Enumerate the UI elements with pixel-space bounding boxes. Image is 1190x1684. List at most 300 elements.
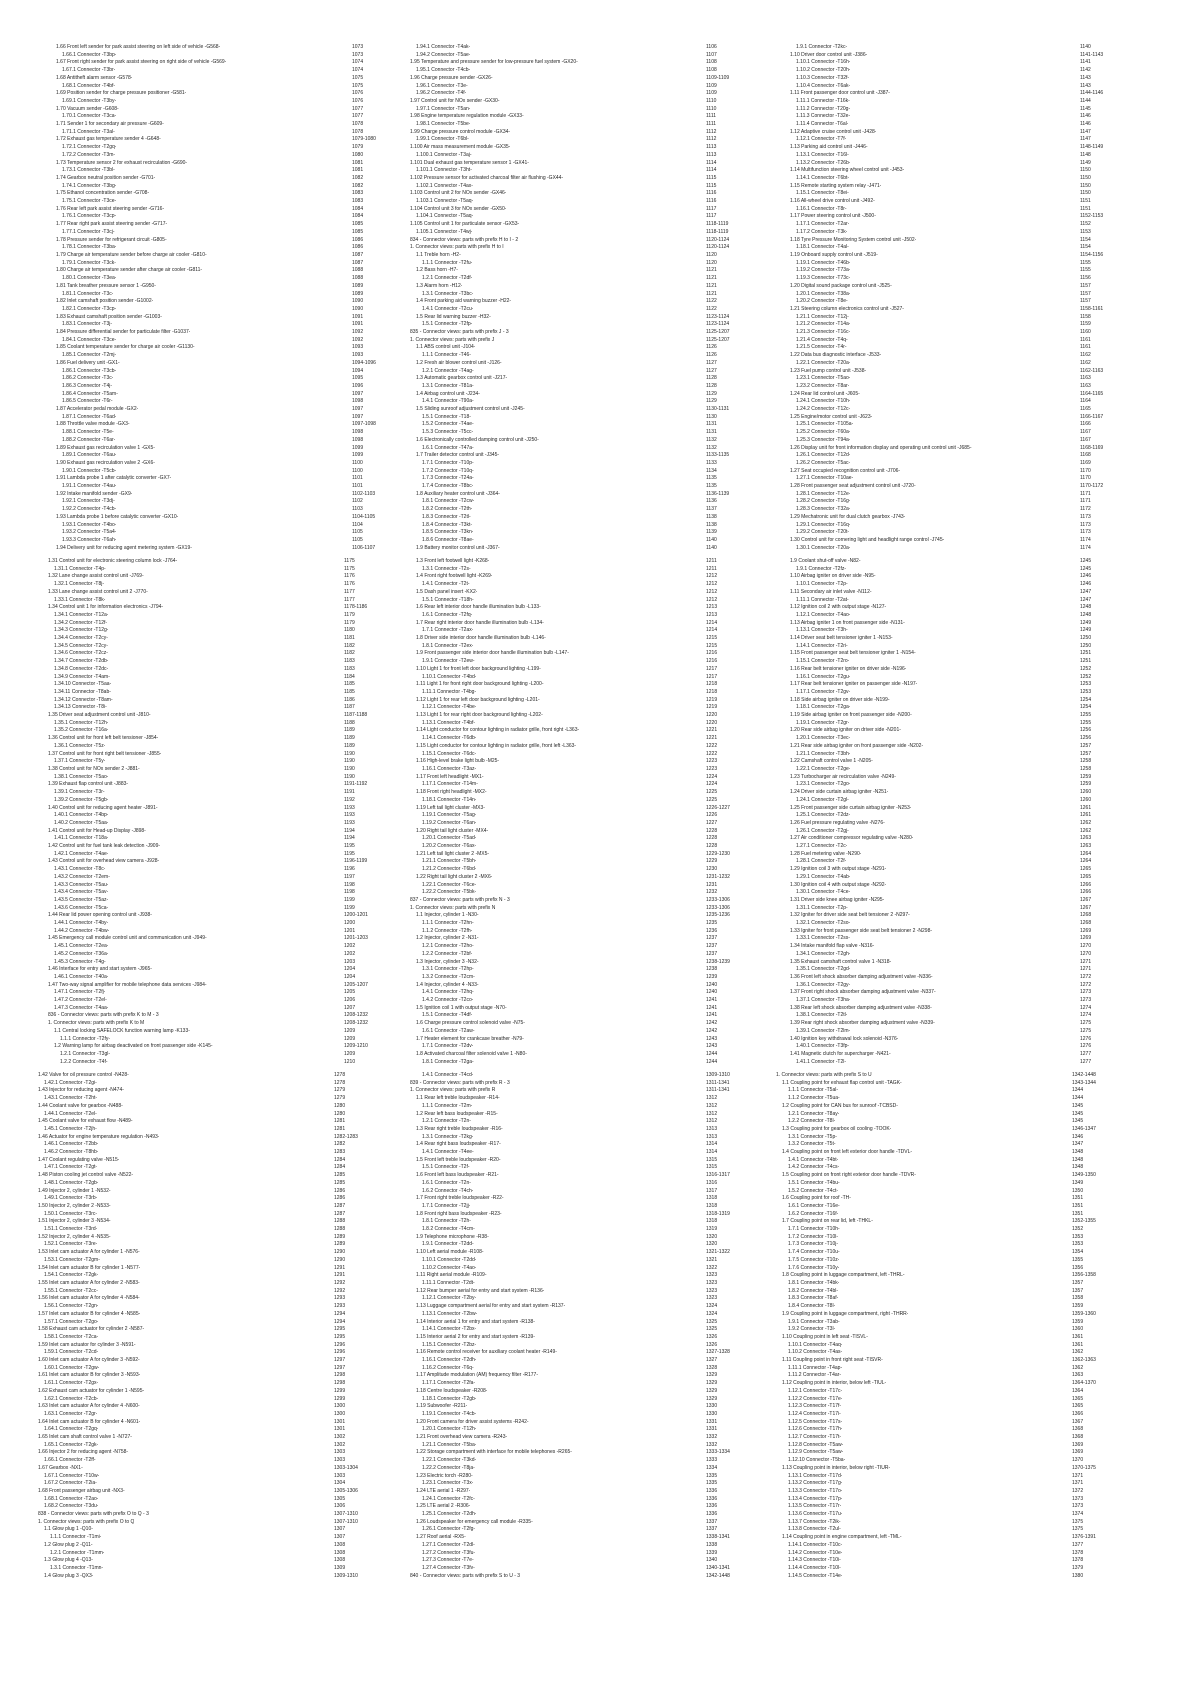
toc-entry[interactable] — [410, 75, 740, 83]
toc-entry[interactable] — [410, 167, 740, 175]
toc-entry[interactable] — [410, 506, 740, 514]
toc-entry[interactable] — [56, 445, 386, 453]
toc-entry[interactable] — [410, 237, 740, 245]
toc-entry[interactable] — [784, 529, 1114, 537]
toc-entry[interactable] — [48, 1043, 378, 1051]
toc-entry[interactable] — [410, 697, 740, 705]
toc-entry[interactable] — [784, 414, 1114, 422]
toc-entry[interactable] — [776, 1188, 1106, 1196]
toc-entry[interactable] — [410, 1573, 740, 1581]
toc-entry[interactable] — [410, 1442, 740, 1450]
toc-entry[interactable] — [410, 321, 740, 329]
toc-entry[interactable] — [410, 1334, 740, 1342]
toc-entry[interactable] — [784, 905, 1114, 913]
toc-entry[interactable] — [56, 206, 386, 214]
toc-entry[interactable] — [410, 283, 740, 291]
toc-entry[interactable] — [56, 429, 386, 437]
toc-entry[interactable] — [410, 1303, 740, 1311]
toc-entry[interactable] — [410, 689, 740, 697]
toc-entry[interactable] — [410, 712, 740, 720]
toc-entry[interactable] — [784, 491, 1114, 499]
toc-entry[interactable] — [38, 1349, 368, 1357]
toc-entry[interactable] — [410, 1195, 740, 1203]
toc-entry[interactable] — [784, 452, 1114, 460]
toc-entry[interactable] — [410, 1111, 740, 1119]
toc-entry[interactable] — [410, 129, 740, 137]
toc-entry[interactable] — [56, 98, 386, 106]
toc-entry[interactable] — [38, 1288, 368, 1296]
toc-entry[interactable] — [784, 522, 1114, 530]
toc-entry[interactable] — [784, 337, 1114, 345]
toc-entry[interactable] — [48, 658, 378, 666]
toc-entry[interactable] — [784, 758, 1114, 766]
toc-entry[interactable] — [56, 437, 386, 445]
toc-entry[interactable] — [410, 1141, 740, 1149]
toc-entry[interactable] — [784, 106, 1114, 114]
toc-entry[interactable] — [776, 1303, 1106, 1311]
toc-entry[interactable] — [410, 1419, 740, 1427]
toc-entry[interactable] — [48, 727, 378, 735]
toc-entry[interactable] — [410, 183, 740, 191]
toc-entry[interactable] — [776, 1434, 1106, 1442]
toc-entry[interactable] — [784, 712, 1114, 720]
toc-entry[interactable] — [38, 1496, 368, 1504]
toc-entry[interactable] — [48, 805, 378, 813]
toc-entry[interactable] — [410, 1103, 740, 1111]
toc-entry[interactable] — [784, 573, 1114, 581]
toc-entry[interactable] — [56, 344, 386, 352]
toc-entry[interactable] — [776, 1103, 1106, 1111]
toc-entry[interactable] — [38, 1072, 368, 1080]
toc-entry[interactable] — [410, 912, 740, 920]
toc-entry[interactable] — [38, 1218, 368, 1226]
toc-entry[interactable] — [776, 1503, 1106, 1511]
toc-entry[interactable] — [410, 144, 740, 152]
toc-entry[interactable] — [784, 152, 1114, 160]
toc-entry[interactable] — [410, 1326, 740, 1334]
toc-entry[interactable] — [410, 766, 740, 774]
toc-entry[interactable] — [38, 1457, 368, 1465]
toc-entry[interactable] — [784, 391, 1114, 399]
toc-entry[interactable] — [784, 858, 1114, 866]
toc-entry[interactable] — [784, 406, 1114, 414]
toc-entry[interactable] — [56, 136, 386, 144]
toc-entry[interactable] — [48, 612, 378, 620]
toc-entry[interactable] — [38, 1095, 368, 1103]
toc-entry[interactable] — [38, 1434, 368, 1442]
toc-entry[interactable] — [410, 344, 740, 352]
toc-entry[interactable] — [410, 59, 740, 67]
toc-entry[interactable] — [48, 912, 378, 920]
toc-entry[interactable] — [776, 1419, 1106, 1427]
toc-entry[interactable] — [410, 658, 740, 666]
toc-entry[interactable] — [784, 98, 1114, 106]
toc-entry[interactable] — [410, 1059, 740, 1067]
toc-entry[interactable] — [38, 1311, 368, 1319]
toc-entry[interactable] — [784, 1012, 1114, 1020]
toc-entry[interactable] — [410, 959, 740, 967]
toc-entry[interactable] — [48, 920, 378, 928]
toc-entry[interactable] — [776, 1334, 1106, 1342]
toc-entry[interactable] — [56, 352, 386, 360]
toc-entry[interactable] — [56, 167, 386, 175]
toc-entry[interactable] — [776, 1265, 1106, 1273]
toc-entry[interactable] — [784, 866, 1114, 874]
toc-entry[interactable] — [410, 820, 740, 828]
toc-entry[interactable] — [776, 1365, 1106, 1373]
toc-entry[interactable] — [38, 1188, 368, 1196]
toc-entry[interactable] — [38, 1342, 368, 1350]
toc-entry[interactable] — [776, 1319, 1106, 1327]
toc-entry[interactable] — [410, 805, 740, 813]
toc-entry[interactable] — [410, 452, 740, 460]
toc-entry[interactable] — [38, 1426, 368, 1434]
toc-entry[interactable] — [410, 483, 740, 491]
toc-entry[interactable] — [48, 1020, 378, 1028]
toc-entry[interactable] — [38, 1226, 368, 1234]
toc-entry[interactable] — [56, 221, 386, 229]
toc-entry[interactable] — [38, 1280, 368, 1288]
toc-entry[interactable] — [38, 1488, 368, 1496]
toc-entry[interactable] — [784, 67, 1114, 75]
toc-entry[interactable] — [776, 1180, 1106, 1188]
toc-entry[interactable] — [410, 1095, 740, 1103]
toc-entry[interactable] — [410, 620, 740, 628]
toc-entry[interactable] — [56, 329, 386, 337]
toc-entry[interactable] — [410, 1319, 740, 1327]
toc-entry[interactable] — [784, 545, 1114, 553]
toc-entry[interactable] — [410, 206, 740, 214]
toc-entry[interactable] — [776, 1526, 1106, 1534]
toc-entry[interactable] — [56, 129, 386, 137]
toc-entry[interactable] — [410, 797, 740, 805]
toc-entry[interactable] — [410, 874, 740, 882]
toc-entry[interactable] — [48, 758, 378, 766]
toc-entry[interactable] — [410, 1403, 740, 1411]
toc-entry[interactable] — [410, 375, 740, 383]
toc-entry[interactable] — [48, 573, 378, 581]
toc-entry[interactable] — [48, 789, 378, 797]
toc-entry[interactable] — [410, 1180, 740, 1188]
toc-entry[interactable] — [776, 1465, 1106, 1473]
toc-entry[interactable] — [38, 1372, 368, 1380]
toc-entry[interactable] — [410, 1380, 740, 1388]
toc-entry[interactable] — [784, 344, 1114, 352]
toc-entry[interactable] — [38, 1550, 368, 1558]
toc-entry[interactable] — [784, 198, 1114, 206]
toc-entry[interactable] — [410, 951, 740, 959]
toc-entry[interactable] — [784, 283, 1114, 291]
toc-entry[interactable] — [776, 1511, 1106, 1519]
toc-entry[interactable] — [56, 260, 386, 268]
toc-entry[interactable] — [776, 1157, 1106, 1165]
toc-entry[interactable] — [410, 905, 740, 913]
toc-entry[interactable] — [410, 727, 740, 735]
toc-entry[interactable] — [56, 360, 386, 368]
toc-entry[interactable] — [410, 1457, 740, 1465]
toc-entry[interactable] — [38, 1241, 368, 1249]
toc-entry[interactable] — [784, 959, 1114, 967]
toc-entry[interactable] — [410, 928, 740, 936]
toc-entry[interactable] — [410, 1496, 740, 1504]
toc-entry[interactable] — [38, 1265, 368, 1273]
toc-entry[interactable] — [776, 1288, 1106, 1296]
toc-entry[interactable] — [410, 1234, 740, 1242]
toc-entry[interactable] — [410, 1473, 740, 1481]
toc-entry[interactable] — [776, 1087, 1106, 1095]
toc-entry[interactable] — [776, 1211, 1106, 1219]
toc-entry[interactable] — [48, 720, 378, 728]
toc-entry[interactable] — [410, 1020, 740, 1028]
toc-entry[interactable] — [784, 674, 1114, 682]
toc-entry[interactable] — [784, 805, 1114, 813]
toc-entry[interactable] — [410, 337, 740, 345]
toc-entry[interactable] — [38, 1526, 368, 1534]
toc-entry[interactable] — [56, 468, 386, 476]
toc-entry[interactable] — [48, 581, 378, 589]
toc-entry[interactable] — [784, 498, 1114, 506]
toc-entry[interactable] — [776, 1195, 1106, 1203]
toc-entry[interactable] — [776, 1411, 1106, 1419]
toc-entry[interactable] — [56, 229, 386, 237]
toc-entry[interactable] — [410, 1043, 740, 1051]
toc-entry[interactable] — [410, 1036, 740, 1044]
toc-entry[interactable] — [776, 1164, 1106, 1172]
toc-entry[interactable] — [48, 943, 378, 951]
toc-entry[interactable] — [784, 597, 1114, 605]
toc-entry[interactable] — [48, 843, 378, 851]
toc-entry[interactable] — [410, 1365, 740, 1373]
toc-entry[interactable] — [784, 843, 1114, 851]
toc-entry[interactable] — [784, 974, 1114, 982]
toc-entry[interactable] — [56, 83, 386, 91]
toc-entry[interactable] — [48, 951, 378, 959]
toc-entry[interactable] — [784, 167, 1114, 175]
toc-entry[interactable] — [38, 1103, 368, 1111]
toc-entry[interactable] — [410, 52, 740, 60]
toc-entry[interactable] — [56, 506, 386, 514]
toc-entry[interactable] — [784, 828, 1114, 836]
toc-entry[interactable] — [784, 897, 1114, 905]
toc-entry[interactable] — [48, 928, 378, 936]
toc-entry[interactable] — [410, 566, 740, 574]
toc-entry[interactable] — [56, 529, 386, 537]
toc-entry[interactable] — [776, 1488, 1106, 1496]
toc-entry[interactable] — [56, 475, 386, 483]
toc-entry[interactable] — [56, 460, 386, 468]
toc-entry[interactable] — [784, 912, 1114, 920]
toc-entry[interactable] — [776, 1372, 1106, 1380]
toc-entry[interactable] — [410, 67, 740, 75]
toc-entry[interactable] — [410, 244, 740, 252]
toc-entry[interactable] — [48, 766, 378, 774]
toc-entry[interactable] — [784, 681, 1114, 689]
toc-entry[interactable] — [410, 1288, 740, 1296]
toc-entry[interactable] — [410, 252, 740, 260]
toc-entry[interactable] — [48, 905, 378, 913]
toc-entry[interactable] — [38, 1203, 368, 1211]
toc-entry[interactable] — [784, 727, 1114, 735]
toc-entry[interactable] — [410, 1249, 740, 1257]
toc-entry[interactable] — [48, 751, 378, 759]
toc-entry[interactable] — [56, 514, 386, 522]
toc-entry[interactable] — [410, 720, 740, 728]
toc-entry[interactable] — [410, 943, 740, 951]
toc-entry[interactable] — [56, 452, 386, 460]
toc-entry[interactable] — [784, 935, 1114, 943]
toc-entry[interactable] — [776, 1573, 1106, 1581]
toc-entry[interactable] — [784, 658, 1114, 666]
toc-entry[interactable] — [410, 1134, 740, 1142]
toc-entry[interactable] — [48, 604, 378, 612]
toc-entry[interactable] — [410, 529, 740, 537]
toc-entry[interactable] — [56, 421, 386, 429]
toc-entry[interactable] — [410, 1388, 740, 1396]
toc-entry[interactable] — [48, 620, 378, 628]
toc-entry[interactable] — [410, 314, 740, 322]
toc-entry[interactable] — [48, 597, 378, 605]
toc-entry[interactable] — [410, 681, 740, 689]
toc-entry[interactable] — [410, 997, 740, 1005]
toc-entry[interactable] — [410, 666, 740, 674]
toc-entry[interactable] — [410, 789, 740, 797]
toc-entry[interactable] — [48, 966, 378, 974]
toc-entry[interactable] — [38, 1449, 368, 1457]
toc-entry[interactable] — [776, 1380, 1106, 1388]
toc-entry[interactable] — [776, 1295, 1106, 1303]
toc-entry[interactable] — [784, 1028, 1114, 1036]
toc-entry[interactable] — [784, 797, 1114, 805]
toc-entry[interactable] — [410, 1449, 740, 1457]
toc-entry[interactable] — [784, 650, 1114, 658]
toc-entry[interactable] — [410, 635, 740, 643]
toc-entry[interactable] — [410, 1534, 740, 1542]
toc-entry[interactable] — [784, 129, 1114, 137]
toc-entry[interactable] — [410, 136, 740, 144]
toc-entry[interactable] — [38, 1295, 368, 1303]
toc-entry[interactable] — [784, 252, 1114, 260]
toc-entry[interactable] — [410, 522, 740, 530]
toc-entry[interactable] — [784, 928, 1114, 936]
toc-entry[interactable] — [38, 1473, 368, 1481]
toc-entry[interactable] — [776, 1442, 1106, 1450]
toc-entry[interactable] — [784, 789, 1114, 797]
toc-entry[interactable] — [410, 406, 740, 414]
toc-entry[interactable] — [38, 1087, 368, 1095]
toc-entry[interactable] — [410, 1272, 740, 1280]
toc-entry[interactable] — [38, 1357, 368, 1365]
toc-entry[interactable] — [48, 874, 378, 882]
toc-entry[interactable] — [56, 406, 386, 414]
toc-entry[interactable] — [410, 1157, 740, 1165]
toc-entry[interactable] — [38, 1365, 368, 1373]
toc-entry[interactable] — [410, 774, 740, 782]
toc-entry[interactable] — [56, 160, 386, 168]
toc-entry[interactable] — [410, 1080, 740, 1088]
toc-entry[interactable] — [776, 1272, 1106, 1280]
toc-entry[interactable] — [56, 267, 386, 275]
toc-entry[interactable] — [38, 1211, 368, 1219]
toc-entry[interactable] — [56, 121, 386, 129]
toc-entry[interactable] — [56, 291, 386, 299]
toc-entry[interactable] — [776, 1565, 1106, 1573]
toc-entry[interactable] — [410, 352, 740, 360]
toc-entry[interactable] — [410, 160, 740, 168]
toc-entry[interactable] — [48, 820, 378, 828]
toc-entry[interactable] — [776, 1111, 1106, 1119]
toc-entry[interactable] — [410, 1426, 740, 1434]
toc-entry[interactable] — [410, 966, 740, 974]
toc-entry[interactable] — [410, 882, 740, 890]
toc-entry[interactable] — [784, 689, 1114, 697]
toc-entry[interactable] — [38, 1118, 368, 1126]
toc-entry[interactable] — [410, 897, 740, 905]
toc-entry[interactable] — [410, 751, 740, 759]
toc-entry[interactable] — [38, 1080, 368, 1088]
toc-entry[interactable] — [38, 1380, 368, 1388]
toc-entry[interactable] — [784, 213, 1114, 221]
toc-entry[interactable] — [784, 982, 1114, 990]
toc-entry[interactable] — [410, 44, 740, 52]
toc-entry[interactable] — [776, 1241, 1106, 1249]
toc-entry[interactable] — [784, 774, 1114, 782]
toc-entry[interactable] — [410, 468, 740, 476]
toc-entry[interactable] — [48, 650, 378, 658]
toc-entry[interactable] — [776, 1349, 1106, 1357]
toc-entry[interactable] — [48, 828, 378, 836]
toc-entry[interactable] — [410, 1188, 740, 1196]
toc-entry[interactable] — [56, 414, 386, 422]
toc-entry[interactable] — [410, 491, 740, 499]
toc-entry[interactable] — [410, 1542, 740, 1550]
toc-entry[interactable] — [410, 758, 740, 766]
toc-entry[interactable] — [784, 352, 1114, 360]
toc-entry[interactable] — [784, 190, 1114, 198]
toc-entry[interactable] — [56, 59, 386, 67]
toc-entry[interactable] — [776, 1234, 1106, 1242]
toc-entry[interactable] — [776, 1449, 1106, 1457]
toc-entry[interactable] — [410, 1480, 740, 1488]
toc-entry[interactable] — [784, 475, 1114, 483]
toc-entry[interactable] — [48, 627, 378, 635]
toc-entry[interactable] — [410, 1203, 740, 1211]
toc-entry[interactable] — [784, 468, 1114, 476]
toc-entry[interactable] — [784, 604, 1114, 612]
toc-entry[interactable] — [784, 360, 1114, 368]
toc-entry[interactable] — [410, 306, 740, 314]
toc-entry[interactable] — [784, 882, 1114, 890]
toc-entry[interactable] — [784, 75, 1114, 83]
toc-entry[interactable] — [48, 835, 378, 843]
toc-entry[interactable] — [776, 1480, 1106, 1488]
toc-entry[interactable] — [784, 697, 1114, 705]
toc-entry[interactable] — [56, 391, 386, 399]
toc-entry[interactable] — [410, 152, 740, 160]
toc-entry[interactable] — [410, 828, 740, 836]
toc-entry[interactable] — [776, 1172, 1106, 1180]
toc-entry[interactable] — [38, 1134, 368, 1142]
toc-entry[interactable] — [48, 666, 378, 674]
toc-entry[interactable] — [784, 612, 1114, 620]
toc-entry[interactable] — [56, 375, 386, 383]
toc-entry[interactable] — [784, 59, 1114, 67]
toc-entry[interactable] — [38, 1480, 368, 1488]
toc-entry[interactable] — [776, 1388, 1106, 1396]
toc-entry[interactable] — [410, 1226, 740, 1234]
toc-entry[interactable] — [410, 113, 740, 121]
toc-entry[interactable] — [410, 935, 740, 943]
toc-entry[interactable] — [56, 213, 386, 221]
